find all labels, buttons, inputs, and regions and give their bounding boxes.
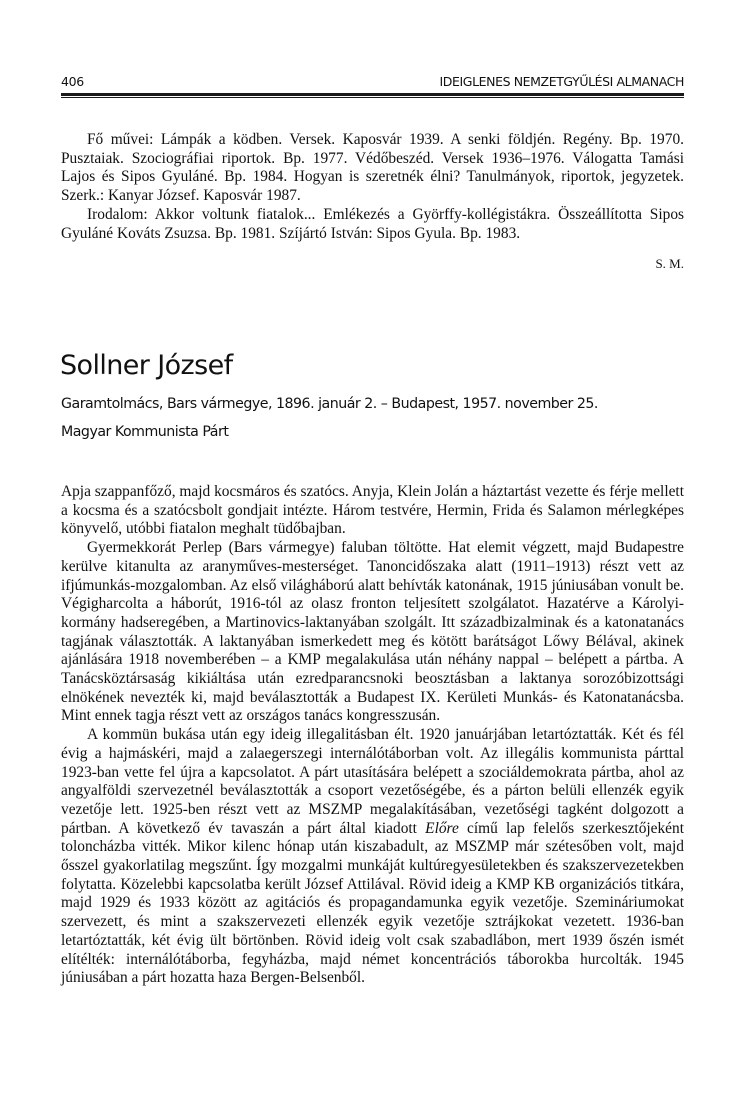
entry-birth-death: Garamtolmács, Bars vármegye, 1896. január 2. – Budapest, 1957. november 25.	[61, 396, 598, 412]
bio-text: című lap felelős szerkesztőjeként toloncházba vitték. Mikor kilenc hónap után kiszabadult, az MSZMP már szétesőben volt, majd ősszel gyakorlatilag megszűnt. Így mozgalmi munkáját kultúregyesületekben és szakszervezetekben folytatta. Közelebbi kapcsolatba került József Attilával. Rövid ideig a KMP KB organizációs titkára, majd 1929 és 1933 között az agitációs és propagandamunka egyik vezetője. Szemináriumokat szervezett, és mint a szakszervezeti ellenzék egyik vezetője sztrájkokat vezetett. 1936-ban letartóztatták, két évig ült börtönben. Rövid ideig volt csak szabadlábon, mert 1939 őszén ismét elítélték: internálótáborba, fegyházba, majd német koncentrációs táborokba hurcolták. 1945 júniusában a párt hozatta haza Bergen-Belsenből.	[61, 819, 684, 987]
page-header	[61, 74, 684, 100]
header-rule-thin	[61, 97, 684, 98]
running-title: IDEIGLENES NEMZETGYŰLÉSI ALMANACH	[439, 74, 684, 89]
bio-text: A kommün bukása után egy ideig illegalitásban élt. 1920 januárjában letartóztatták. Két és fél évig a hajmáskéri, majd a zalaegerszegi internálótáborban volt. Az illegális kommunista párttal 1923-ban vette fel újra a kapcsolatot. A párt utasítására belépett a szociáldemokrata pártba, ahol az angyalföldi szervezetnél beválasztották a csoport vezetőségébe, és a párton belüli ellenzék egyik vezetője lett. 1925-ben részt vett az MSZMP megalakításában, vezetőségi tagként dolgozott a pártban. A következő év tavaszán a párt által kiadott	[61, 726, 684, 837]
newspaper-title: Előre	[425, 819, 459, 837]
entry-party: Magyar Kommunista Párt	[61, 424, 229, 440]
biography	[61, 483, 684, 988]
author-signature: S. M.	[655, 256, 684, 271]
page-number: 406	[61, 74, 84, 89]
bio-paragraph: Apja szappanfőző, majd kocsmáros és szatócs. Anyja, Klein Jolán a háztartást vezette és férje mellett a kocsma és a szatócsbolt gondjait intézte. Három testvére, Hermin, Frida és Salamon mérlegképes könyvelő, utóbbi fiatalon meghalt tüdőbajban.	[61, 483, 684, 538]
works-paragraph: Fő művei: Lámpák a ködben. Versek. Kaposvár 1939. A senki földjén. Regény. Bp. 1970. Pusztaiak. Szociográfiai riportok. Bp. 1977. Védőbeszéd. Versek 1936–1976. Válogatta Tamási Lajos és Sipos Gyuláné. Bp. 1984. Hogyan is szeretnék élni? Tanulmányok, riportok, jegyzetek. Szerk.: Kanyar József. Kaposvár 1987.	[61, 131, 684, 205]
entry-name: Sollner József	[60, 350, 233, 381]
bio-paragraph: Gyermekkorát Perlep (Bars vármegye) faluban töltötte. Hat elemit végzett, majd Budapestre kerülve kitanulta az aranyműves-mesterséget. Tanoncidőszaka alatt (1911–1913) részt vett az ifjúmunkás-mozgalomban. Az első világháború alatt behívták katonának, 1915 júniusában vonult be. Végigharcolta a háborút, 1916-tól az olasz fronton teljesített szolgálatot. Hazatérve a Károlyi-kormány hadseregében, a Martinovics-laktanyában szolgált. Itt századbizalminak és a katonatanács tagjának választották. A laktanyában ismerkedett meg és kötött barátságot Lőwy Bélával, akinek ajánlására 1918 novemberében – a KMP megalakulása után néhány nappal – belépett a pártba. A Tanácsköztársaság kikiáltása után ezredparancsnoki beosztásban a laktanya sorozóbizottsági elnökének nevezték ki, majd beválasztották a Budapest IX. Kerületi Munkás- és Katonatanácsba. Mint ennek tagja részt vett az országos tanács kongresszusán.	[61, 539, 684, 725]
bio-paragraph	[61, 726, 684, 988]
previous-entry-bibliography	[61, 131, 684, 243]
literature-paragraph: Irodalom: Akkor voltunk fiatalok... Emlékezés a Györffy-kollégistákra. Összeállította Sipos Gyuláné Kováts Zsuzsa. Bp. 1981. Szíjártó István: Sipos Gyula. Bp. 1983.	[61, 205, 684, 242]
header-rule-thick	[61, 93, 684, 96]
